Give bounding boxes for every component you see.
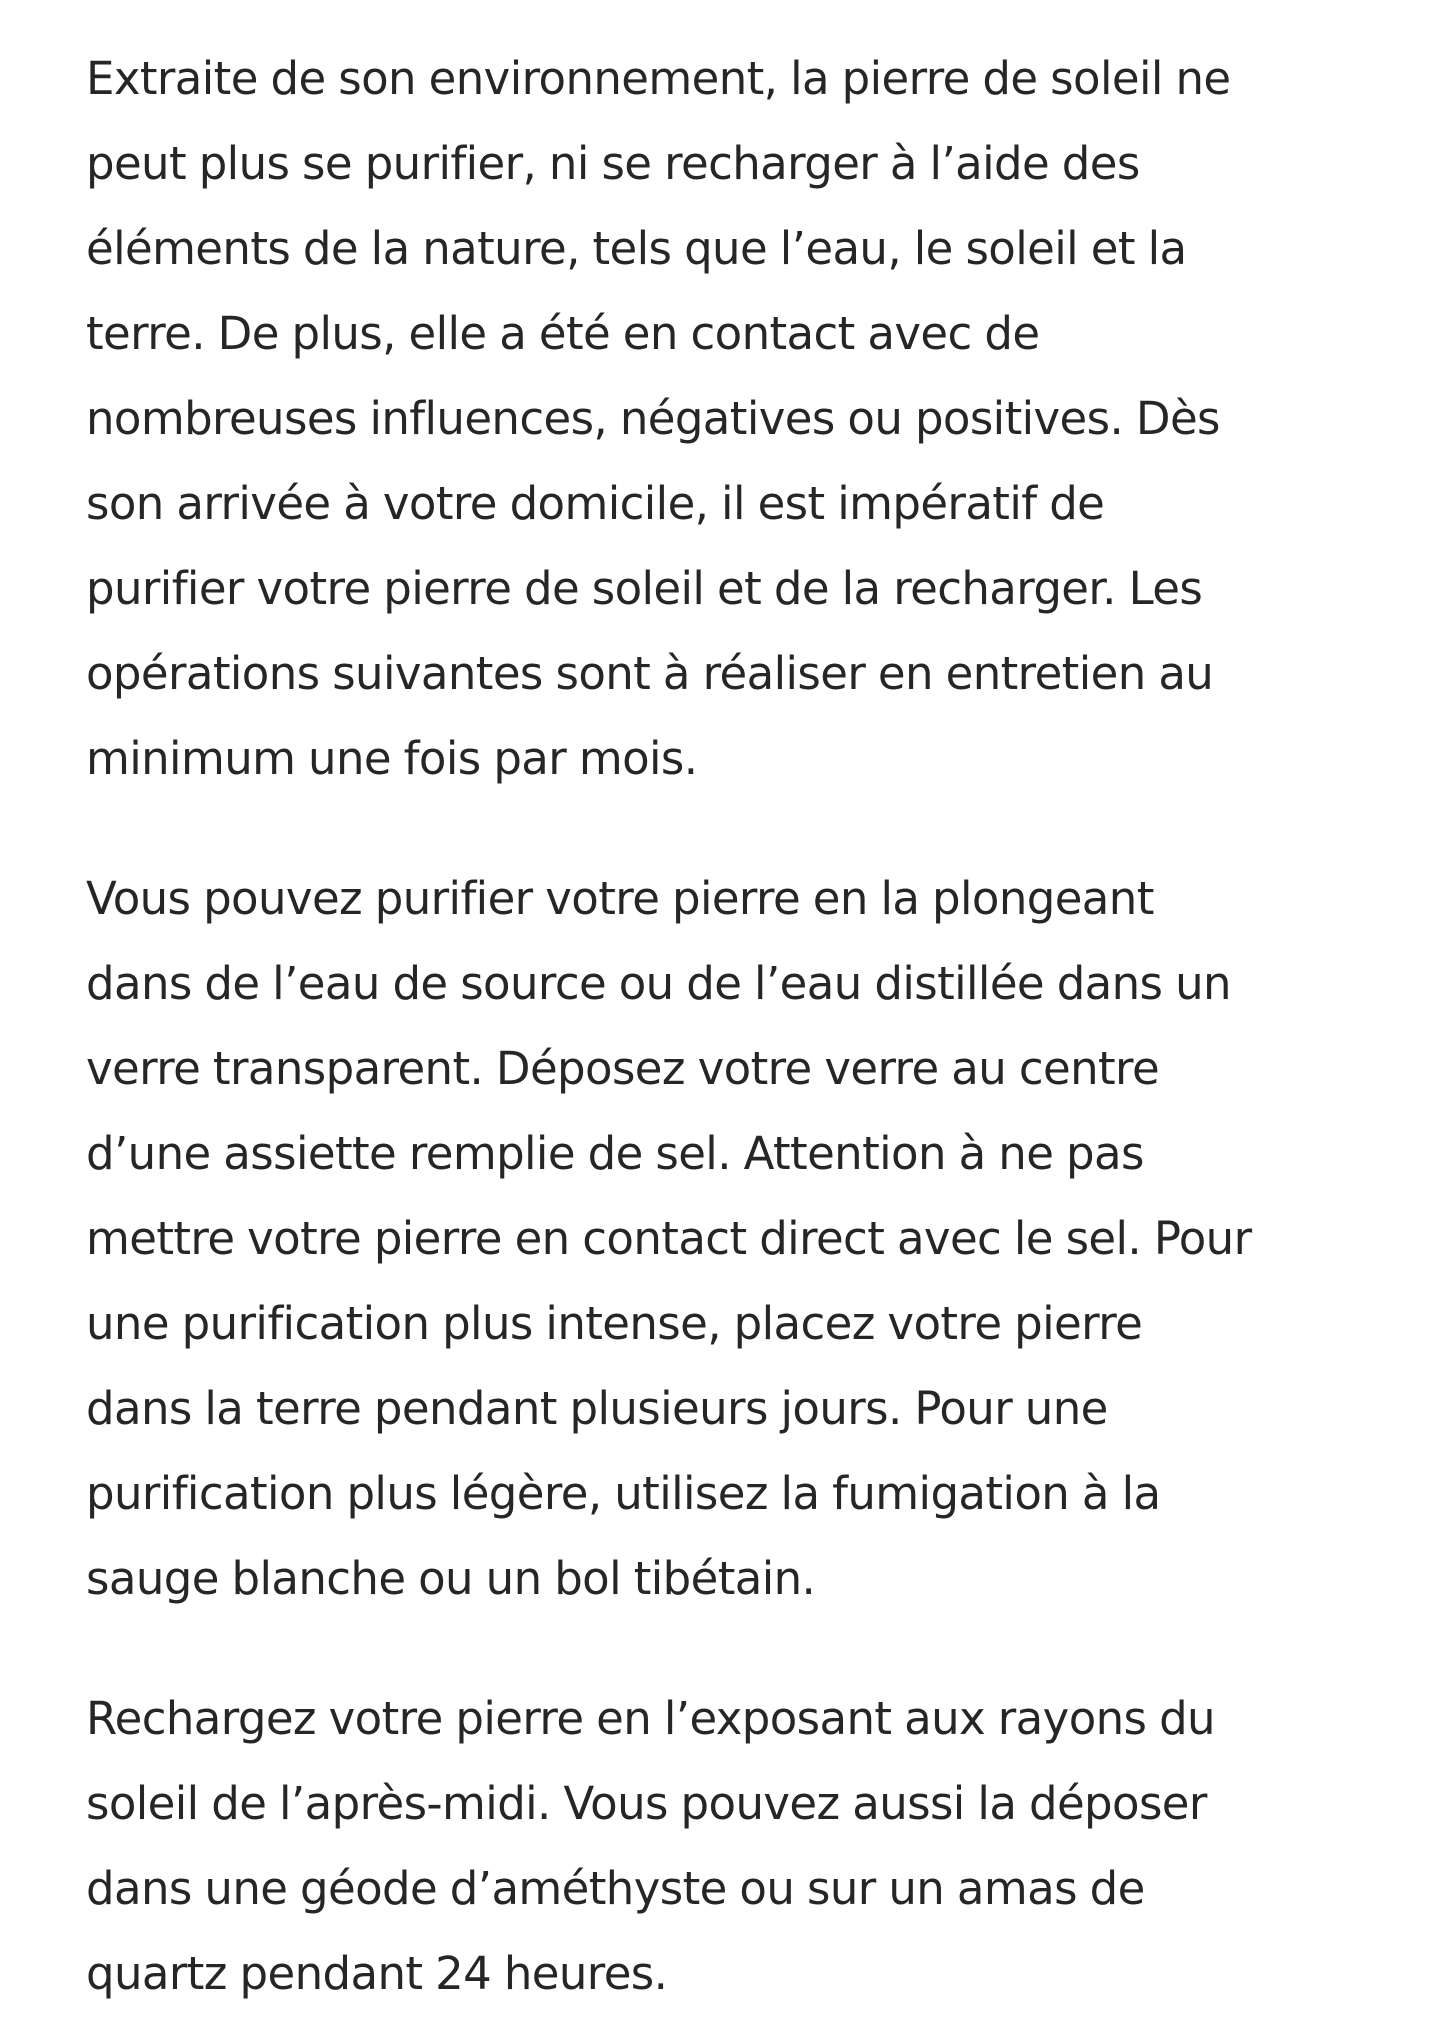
text-line: purification plus légère, utilisez la fumigation à la [86, 1467, 1161, 1520]
text-line: son arrivée à votre domicile, il est impératif de [86, 477, 1105, 530]
text-line: Vous pouvez purifier votre pierre en la plongeant [86, 872, 1154, 925]
paragraph-purification-intro [86, 36, 1386, 801]
text-line: dans une géode d’améthyste ou sur un amas de [86, 1862, 1145, 1915]
text-line: soleil de l’après-midi. Vous pouvez aussi la déposer [86, 1777, 1207, 1830]
text-line: peut plus se purifier, ni se recharger à l’aide des [86, 137, 1140, 190]
text-line: terre. De plus, elle a été en contact avec de [86, 307, 1040, 360]
text-line: quartz pendant 24 heures. [86, 1947, 668, 2000]
text-line: verre transparent. Déposez votre verre au centre [86, 1042, 1160, 1095]
text-line: nombreuses influences, négatives ou positives. Dès [86, 392, 1220, 445]
text-line: dans de l’eau de source ou de l’eau distillée dans un [86, 957, 1231, 1010]
text-line: éléments de la nature, tels que l’eau, le soleil et la [86, 222, 1187, 275]
text-line: mettre votre pierre en contact direct avec le sel. Pour [86, 1212, 1252, 1265]
text-line: sauge blanche ou un bol tibétain. [86, 1552, 816, 1605]
text-line: une purification plus intense, placez votre pierre [86, 1297, 1143, 1350]
text-line: Rechargez votre pierre en l’exposant aux rayons du [86, 1692, 1215, 1745]
text-line: dans la terre pendant plusieurs jours. Pour une [86, 1382, 1108, 1435]
paragraph-purification-methods [86, 856, 1386, 1621]
text-line: Extraite de son environnement, la pierre de soleil ne [86, 52, 1231, 105]
text-line: purifier votre pierre de soleil et de la recharger. Les [86, 562, 1203, 615]
text-line: opérations suivantes sont à réaliser en entretien au [86, 647, 1214, 700]
text-line: minimum une fois par mois. [86, 732, 698, 785]
text-line: d’une assiette remplie de sel. Attention à ne pas [86, 1127, 1144, 1180]
paragraph-recharging [86, 1676, 1386, 2016]
article-body [86, 36, 1386, 2016]
